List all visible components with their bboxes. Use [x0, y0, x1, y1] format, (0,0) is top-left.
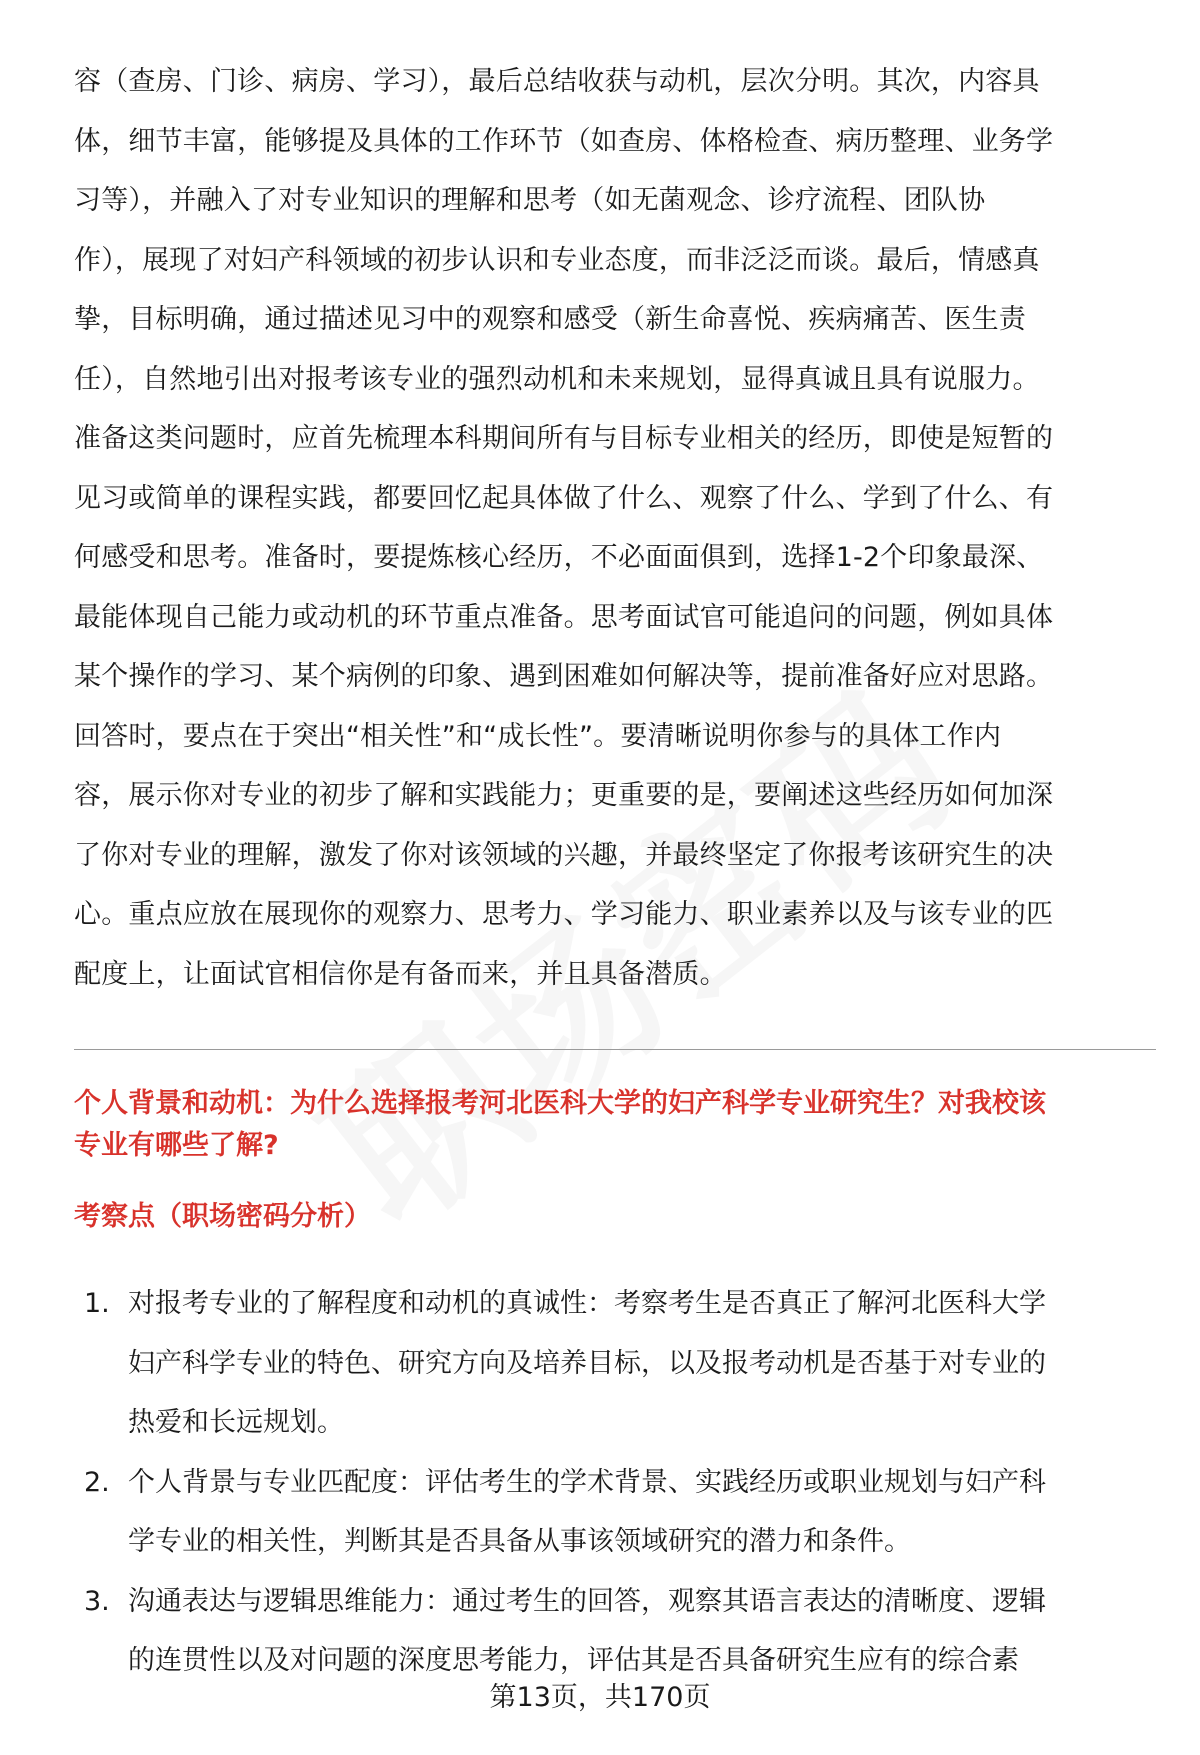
body-line: 挚，目标明确，通过描述见习中的观察和感受（新生命喜悦、疾病痛苦、医生责	[74, 304, 1026, 335]
page-footer: 第13页，共170页	[489, 1682, 711, 1713]
body-line: 了你对专业的理解，激发了你对该领域的兴趣，并最终坚定了你报考该研究生的决	[74, 839, 1054, 871]
list-item	[74, 1274, 1164, 1453]
list-item-number: 3.	[84, 1585, 110, 1617]
body-line: 心。重点应放在展现你的观察力、思考力、学习能力、职业素养以及与该专业的匹	[74, 899, 1054, 930]
body-line: 回答时，要点在于突出“相关性”和“成长性”。要清晰说明你参与的具体工作内	[74, 720, 1002, 752]
list-item-line: 妇产科学专业的特色、研究方向及培养目标，以及报考动机是否基于对专业的	[128, 1347, 1046, 1379]
body-line: 见习或简单的课程实践，都要回忆起具体做了什么、观察了什么、学到了什么、有	[74, 482, 1054, 514]
question-title-line: 专业有哪些了解?	[74, 1130, 279, 1161]
list-item-line: 对报考专业的了解程度和动机的真诚性：考察考生是否真正了解河北医科大学	[128, 1288, 1046, 1319]
body-line: 习等），并融入了对专业知识的理解和思考（如无菌观念、诊疗流程、团队协	[74, 185, 986, 216]
body-line: 容，展示你对专业的初步了解和实践能力；更重要的是，要阐述这些经历如何加深	[74, 780, 1054, 811]
list-item	[74, 1453, 1164, 1572]
list-item-line: 个人背景与专业匹配度：评估考生的学术背景、实践经历或职业规划与妇产科	[128, 1466, 1046, 1498]
list-item-number: 1.	[84, 1288, 110, 1319]
section-label: 考察点（职场密码分析）	[74, 1201, 371, 1232]
list-item-line: 的连贯性以及对问题的深度思考能力，评估其是否具备研究生应有的综合素	[128, 1645, 1019, 1676]
body-paragraph	[74, 52, 1144, 1004]
list-item-line: 沟通表达与逻辑思维能力：通过考生的回答，观察其语言表达的清晰度、逻辑	[128, 1585, 1046, 1617]
body-line: 任），自然地引出对报考该专业的强烈动机和未来规划，显得真诚且具有说服力。	[74, 363, 1040, 395]
body-line: 最能体现自己能力或动机的环节重点准备。思考面试官可能追问的问题，例如具体	[74, 601, 1054, 633]
section-divider	[74, 1049, 1156, 1050]
assessment-list	[74, 1274, 1164, 1691]
body-line: 容（查房、门诊、病房、学习），最后总结收获与动机，层次分明。其次，内容具	[74, 66, 1040, 97]
question-title	[74, 1083, 1164, 1167]
body-line: 体，细节丰富，能够提及具体的工作环节（如查房、体格检查、病历整理、业务学	[74, 125, 1054, 157]
list-item-line: 学专业的相关性，判断其是否具备从事该领域研究的潜力和条件。	[128, 1526, 911, 1557]
body-line: 作），展现了对妇产科领域的初步认识和专业态度，而非泛泛而谈。最后，情感真	[74, 244, 1040, 276]
body-line: 何感受和思考。准备时，要提炼核心经历，不必面面俱到，选择1-2个印象最深、	[74, 542, 1044, 573]
question-title-line: 个人背景和动机：为什么选择报考河北医科大学的妇产科学专业研究生？对我校该	[74, 1088, 1046, 1119]
list-item	[74, 1572, 1164, 1691]
body-line: 配度上，让面试官相信你是有备而来，并且具备潜质。	[74, 958, 727, 990]
body-line: 某个操作的学习、某个病例的印象、遇到困难如何解决等，提前准备好应对思路。	[74, 661, 1054, 692]
list-item-line: 热爱和长远规划。	[128, 1407, 344, 1438]
body-line: 准备这类问题时，应首先梳理本科期间所有与目标专业相关的经历，即使是短暂的	[74, 423, 1054, 454]
list-item-number: 2.	[84, 1466, 110, 1498]
